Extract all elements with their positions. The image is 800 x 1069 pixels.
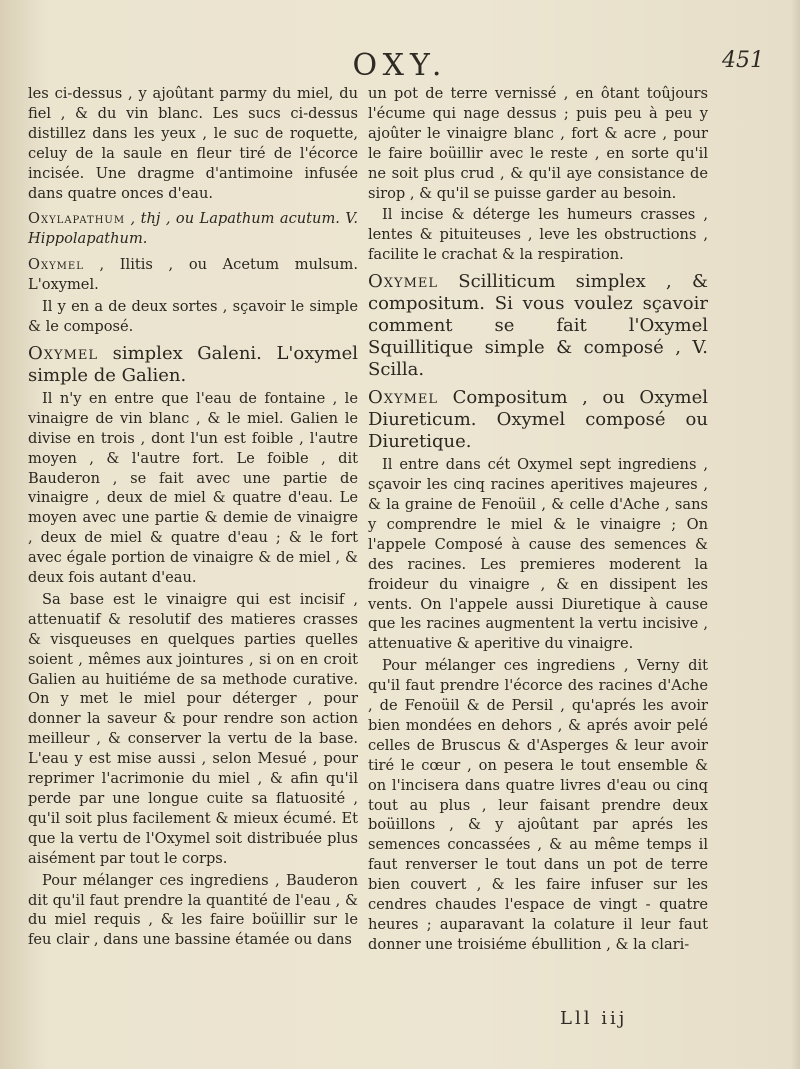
paragraph: Il incise & déterge les humeurs crasses , lentes & pituiteuses , leve les obstructions , facilite le crachat & la respiration. [368, 206, 708, 264]
entry-headword: Oxymel [368, 271, 439, 293]
entry-headword: Oxymel [28, 342, 99, 364]
entry-text: Compositum , ou Oxymel Diureticum. Oxymel composé ou Diuretique. [368, 387, 708, 453]
left-column [28, 84, 358, 952]
entry-text: simplex Galeni. L'oxymel simple de Galien. [28, 342, 358, 386]
dictionary-entry [28, 209, 358, 249]
entry-text: Scilliticum simplex , & compositum. Si vous voulez sçavoir comment se fait l'Oxymel Squillitique simple & composé , V. Scilla. [368, 271, 708, 381]
entry-headword: Oxymel [28, 256, 84, 274]
paragraph: un pot de terre vernissé , en ôtant toûjours l'écume qui nage dessus ; puis peu à peu y ajoûter le vinaigre blanc , fort & acre , pour le faire boüillir avec le reste , en sorte qu'il ne soit plus crud , & qu'il aye consistance de sirop , & qu'il se puisse garder au besoin. [368, 85, 708, 202]
paragraph: Sa base est le vinaigre qui est incisif , attenuatif & resolutif des matieres crasses & visqueuses en quelques parties quelles soient , mêmes aux jointures , si on en croit Galien au huitiéme de sa methode curative. On y met le miel pour déterger , pour donner la saveur & pour rendre son action meilleur , & conserver la vertu de la base. L'eau y est mise aussi , selon Mesué , pour reprimer l'acrimonie du miel , & afin qu'il perde par une longue cuite sa flatuosité , qu'il soit plus facilement & mieux écumé. Et que la vertu de l'Oxymel soit distribuée plus aisément par tout le corps. [28, 590, 358, 867]
paragraph: Pour mélanger ces ingrediens , Verny dit qu'il faut prendre l'écorce des racines d'Ache , de Fenoüil & de Persil , qu'aprés les avoir bien mondées en dehors , & aprés avoir pelé celles de Bruscus & d'Asperges & leur avoir tiré le cœur , on pesera le tout ensemble & on l'incisera dans quatre livres d'eau ou cinq tout au plus , leur faisant prendre deux boüillons , & y ajoûtant par aprés les semences concassées , & au même temps il faut renverser le tout dans un pot de terre bien couvert , & les faire infuser sur les cendres chaudes l'espace de vingt - quatre heures ; auparavant la colature il leur faut donner une troisiéme ébullition , & la clari- [368, 657, 708, 953]
dictionary-entry [28, 255, 358, 295]
paragraph: Il y en a de deux sortes , sçavoir le simple & le composé. [28, 298, 358, 335]
dictionary-entry [368, 271, 708, 381]
running-head: OXY. [352, 48, 448, 83]
dictionary-entry [368, 387, 708, 453]
paragraph: Il entre dans cét Oxymel sept ingrediens , sçavoir les cinq racines aperitives majeures , & la graine de Fenoüil , & celle d'Ache , sans y comprendre le miel & le vinaigre ; On l'appele Composé à cause des semences & des racines. Les premieres moderent la froideur du vinaigre , & en dissipent les vents. On l'appele aussi Diuretique à cause que les racines augmentent la vertu incisive , attenuative & aperitive du vinaigre. [368, 456, 708, 653]
page-number: 451 [722, 48, 764, 73]
dictionary-entry [28, 343, 358, 387]
paragraph: les ci-dessus , y ajoûtant parmy du miel, du fiel , & du vin blanc. Les sucs ci-dessus distillez dans les yeux , le suc de roquette, celuy de la saule en fleur tiré de l'écorce incisée. Une dragme d'antimoine infusée dans quatre onces d'eau. [28, 85, 358, 202]
page-edge-shadow [790, 0, 800, 1069]
entry-text: , Ilitis , ou Acetum mulsum. L'oxymel. [28, 256, 358, 294]
entry-headword: Oxylapathum [28, 210, 126, 228]
paragraph: Il n'y en entre que l'eau de fontaine , le vinaigre de vin blanc , & le miel. Galien le divise en trois , dont l'un est foible , l'autre moyen , & l'autre fort. Le foible , dit Bauderon , se fait avec une partie de vinaigre , deux de miel & quatre d'eau. Le moyen avec une partie & demie de vinaigre , deux de miel & quatre d'eau ; & le fort avec égale portion de vinaigre & de miel , & deux fois autant d'eau. [28, 389, 358, 587]
entry-headword: Oxymel [368, 387, 439, 409]
signature-mark: Lll iij [560, 1008, 628, 1029]
entry-text: , thj , ou Lapathum acutum. V. Hippolapathum. [28, 210, 358, 248]
right-column [368, 84, 708, 957]
paragraph: Pour mélanger ces ingrediens , Bauderon dit qu'il faut prendre la quantité de l'eau , & du miel requis , & les faire boüillir sur le feu clair , dans une bassine étamée ou dans [28, 871, 358, 949]
